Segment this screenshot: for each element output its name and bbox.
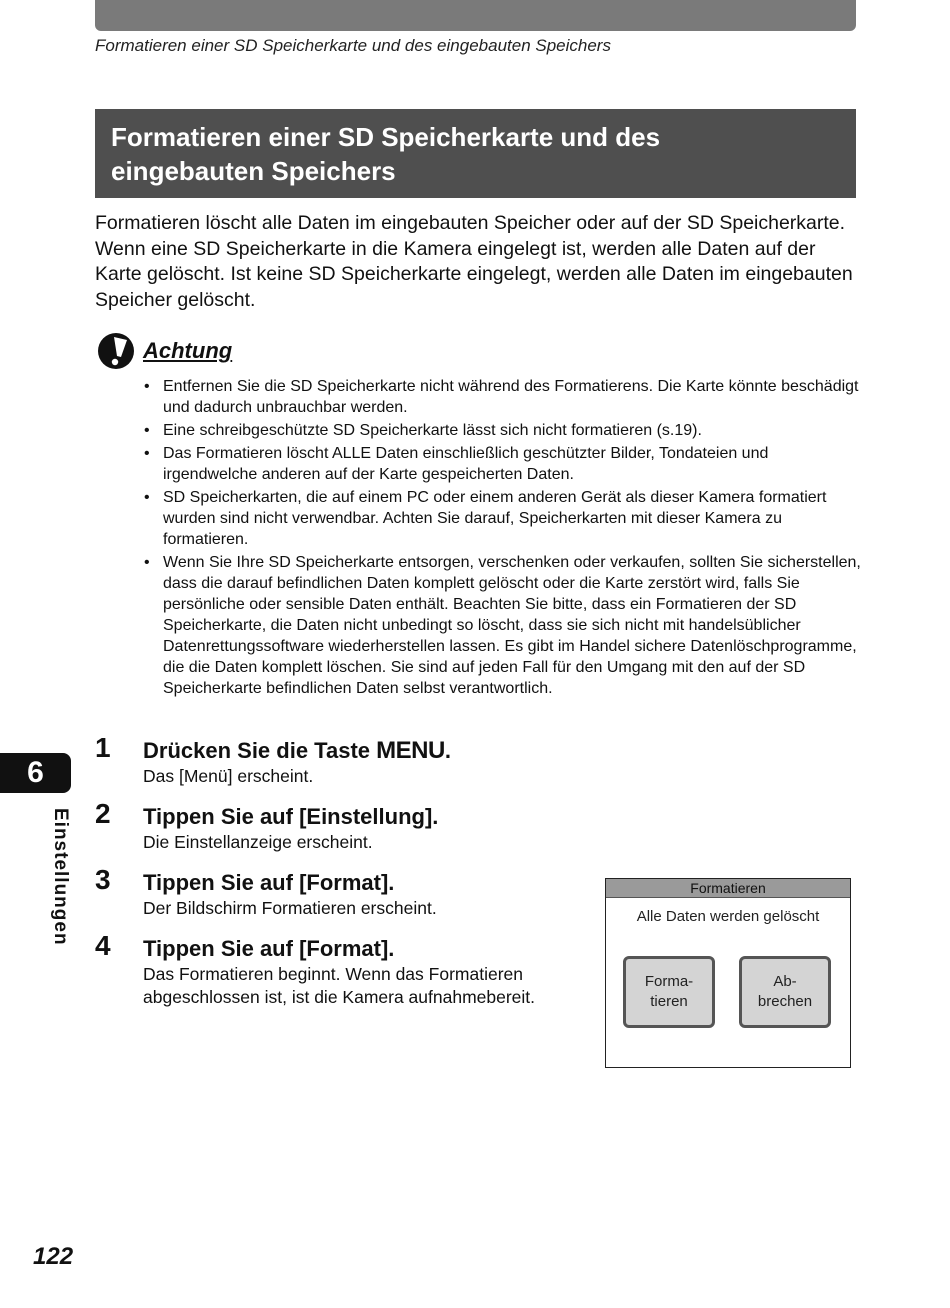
step-description: Das Formatieren beginnt. Wenn das Formatieren abgeschlossen ist, ist die Kamera aufnahmebereit. [143, 964, 536, 1007]
step-number: 1 [95, 732, 111, 763]
step-title [143, 736, 451, 766]
step-title: Tippen Sie auf [Format]. [143, 870, 395, 895]
list-item: • Wenn Sie Ihre SD Speicherkarte entsorgen, verschenken oder verkaufen, sollten Sie sicherstellen, dass die darauf befindlichen Daten komplett gelöscht oder die Karte zerstört wird, falls Sie persönliche oder sensible Daten enthält. Beachten Sie bitte, dass ein Formatieren der SD Speicherkarte, die Daten nicht unbedingt so löscht, dass sie sich nicht mit handelsüblicher Datenrettungssoftware wiederherstellen lassen. Es gibt im Handel sichere Datenlöschprogramme, die die Daten komplett löschen. Sie sind auf jeden Fall für den Umgang mit den auf der SD Speicherkarte befindlichen Daten selbst verantwortlich. [142, 552, 862, 699]
title-line-1: Formatieren einer SD Speicherkarte und des [111, 122, 661, 152]
caution-heading [97, 331, 232, 371]
intro-paragraph: Formatieren löscht alle Daten im eingebauten Speicher oder auf der SD Speicherkarte. Wenn eine SD Speicherkarte in die Kamera eingelegt ist, werden alle Daten auf der Karte gelöscht. Ist keine SD Speicherkarte eingelegt, werden alle Daten im eingebauten Speicher gelöscht. [95, 212, 853, 311]
list-item: • SD Speicherkarten, die auf einem PC oder einem anderen Gerät als dieser Kamera formatiert wurden sind nicht verwendbar. Achten Sie darauf, Speicherkarten mit dieser Kamera zu formatieren. [142, 487, 862, 550]
step-description: Das [Menü] erscheint. [143, 766, 314, 786]
page-number: 122 [33, 1243, 74, 1270]
title-line-2: eingebauten Speichers [111, 156, 396, 186]
format-button[interactable]: Forma- tieren [623, 956, 715, 1028]
page-title [111, 120, 840, 188]
header-bar [95, 0, 856, 31]
caution-list [142, 376, 862, 701]
step-number: 3 [95, 864, 111, 895]
step-title: Tippen Sie auf [Einstellung]. [143, 804, 439, 829]
screen-message: Alle Daten werden gelöscht [636, 908, 820, 925]
list-item: • Entfernen Sie die SD Speicherkarte nicht während des Formatierens. Die Karte könnte beschädigt und dadurch unbrauchbar werden. [142, 376, 862, 418]
screen-title: Formatieren [606, 879, 850, 898]
step-number: 2 [95, 798, 111, 829]
section-title-box [95, 109, 856, 198]
step-title: Tippen Sie auf [Format]. [143, 936, 395, 961]
step-title-text: Drücken Sie die Taste [143, 738, 377, 763]
cancel-button[interactable]: Ab- brechen [739, 956, 831, 1028]
step-title-end: . [444, 738, 451, 763]
format-screen-illustration [605, 878, 851, 1068]
caution-exclamation-icon [97, 332, 135, 370]
chapter-tab: 6 [0, 753, 71, 793]
step-description: Der Bildschirm Formatieren erscheint. [143, 898, 437, 918]
step-description: Die Einstellanzeige erscheint. [143, 832, 373, 852]
running-head: Formatieren einer SD Speicherkarte und des eingebauten Speichers [95, 36, 611, 55]
caution-title: Achtung [143, 338, 233, 363]
step-number: 4 [95, 930, 111, 961]
list-item: • Das Formatieren löscht ALLE Daten einschließlich geschützter Bilder, Tondateien und irgendwelche anderen auf der Karte gespeicherten Daten. [142, 443, 862, 485]
chapter-label: Einstellungen [50, 808, 71, 946]
list-item: • Eine schreibgeschützte SD Speicherkarte lässt sich nicht formatieren (s.19). [142, 420, 862, 441]
menu-key-label: MENU [376, 737, 445, 764]
